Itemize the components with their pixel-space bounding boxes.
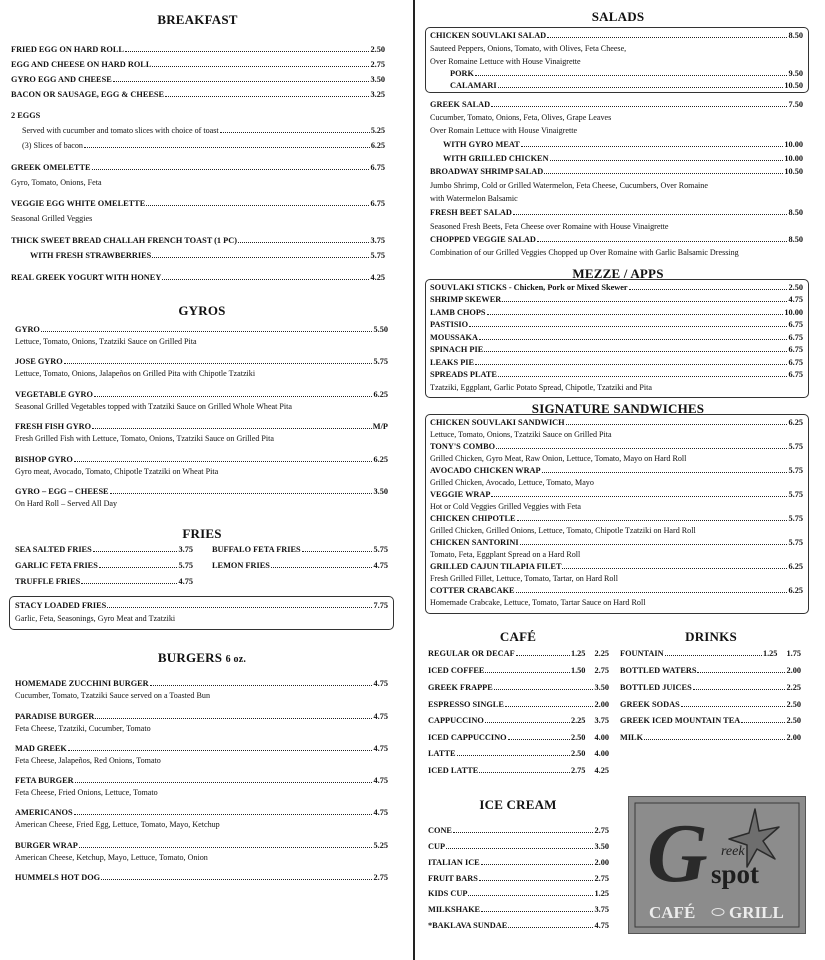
menu-item-option: CALAMARI 10.50 — [450, 81, 803, 90]
menu-item: ESPRESSO SINGLE 2.00 — [428, 700, 609, 709]
menu-item: THICK SWEET BREAD CHALLAH FRENCH TOAST (1 PC) 3.75 — [11, 236, 385, 245]
menu-item: ITALIAN ICE 2.00 — [428, 858, 609, 867]
menu-item: SHRIMP SKEWER 4.75 — [430, 295, 803, 304]
item-description: Cucumber, Tomato, Onions, Feta, Olives, Grape Leaves — [430, 113, 612, 122]
item-description: On Hard Roll – Served All Day — [15, 499, 118, 508]
item-description: Tomato, Feta, Eggplant Spread on a Hard Roll — [430, 550, 581, 559]
item-description: American Cheese, Ketchup, Mayo, Lettuce, Tomato, Onion — [15, 853, 208, 862]
menu-item-option: WITH FRESH STRAWBERRIES 5.75 — [30, 251, 385, 260]
menu-item: GRILLED CAJUN TILAPIA FILET 6.25 — [430, 562, 803, 571]
menu-item: BURGER WRAP 5.25 — [15, 841, 388, 850]
menu-item: FRESH FISH GYRO M/P — [15, 422, 388, 431]
menu-item: SOUVLAKI STICKS - Chicken, Pork or Mixed Skewer 2.50 — [430, 283, 803, 292]
menu-item: CHICKEN SOUVLAKI SANDWICH 6.25 — [430, 418, 803, 427]
menu-item: JOSE GYRO 5.75 — [15, 357, 388, 366]
item-description: Grilled Chicken, Grilled Onions, Lettuce, Tomato, Chipotle Tzatziki on Hard Roll — [430, 526, 696, 535]
salads-title: SALADS — [591, 9, 645, 24]
item-description: Over Romaine Lettuce with House Vinaigrette — [430, 57, 581, 66]
menu-item: GYRO EGG AND CHEESE 3.50 — [11, 75, 385, 84]
menu-item: BOTTLED JUICES 2.25 — [620, 683, 801, 692]
menu-item: CHOPPED VEGGIE SALAD 8.50 — [430, 235, 803, 244]
menu-item: GYRO 5.50 — [15, 325, 388, 334]
menu-item: VEGETABLE GYRO 6.25 — [15, 390, 388, 399]
mezze-title: MEZZE / APPS — [572, 266, 664, 281]
menu-item: EGG AND CHEESE ON HARD ROLL 2.75 — [11, 60, 385, 69]
menu-item: FRESH BEET SALAD 8.50 — [430, 208, 803, 217]
breakfast-title: BREAKFAST — [157, 12, 238, 27]
menu-item: COTTER CRABCAKE 6.25 — [430, 586, 803, 595]
item-description: Feta Cheese, Jalapeños, Red Onions, Tomato — [15, 756, 161, 765]
drinks-title: DRINKS — [685, 629, 737, 644]
item-description: Seasoned Fresh Beets, Feta Cheese over Romaine with House Vinaigrette — [430, 222, 669, 231]
fries-title: FRIES — [182, 526, 222, 541]
menu-item: LEMON FRIES 4.75 — [212, 561, 388, 570]
menu-item: BOTTLED WATERS 2.00 — [620, 666, 801, 675]
menu-item: BUFFALO FETA FRIES 5.75 — [212, 545, 388, 554]
menu-item: CHICKEN SANTORINI 5.75 — [430, 538, 803, 547]
cafe-title: CAFÉ — [499, 629, 537, 644]
burgers-title: BURGERS 6 oz. — [157, 650, 247, 665]
menu-item: GREEK SODAS 2.50 — [620, 700, 801, 709]
item-description: American Cheese, Fried Egg, Lettuce, Tomato, Mayo, Ketchup — [15, 820, 220, 829]
menu-item: LEAKS PIE 6.75 — [430, 358, 803, 367]
menu-item: MILKSHAKE 3.75 — [428, 905, 609, 914]
menu-item: FRIED EGG ON HARD ROLL 2.50 — [11, 45, 385, 54]
menu-item: PARADISE BURGER 4.75 — [15, 712, 388, 721]
menu-item: CHICKEN CHIPOTLE 5.75 — [430, 514, 803, 523]
two-eggs-heading: 2 EGGS — [11, 111, 41, 120]
menu-item: GREEK OMELETTE 6.75 — [11, 163, 385, 172]
icecream-title: ICE CREAM — [479, 797, 557, 812]
logo-graphic — [629, 797, 805, 933]
menu-item: BISHOP GYRO 6.25 — [15, 455, 388, 464]
item-description: Lettuce, Tomato, Onions, Tzatziki Sauce on Grilled Pita — [430, 430, 612, 439]
menu-item: CONE 2.75 — [428, 826, 609, 835]
menu-item: STACY LOADED FRIES 7.75 — [15, 601, 388, 610]
menu-item: REAL GREEK YOGURT WITH HONEY 4.25 — [11, 273, 385, 282]
menu-item: GREEK ICED MOUNTAIN TEA 2.50 — [620, 716, 801, 725]
menu-item: BROADWAY SHRIMP SALAD 10.50 — [430, 167, 803, 176]
menu-item: VEGGIE EGG WHITE OMELETTE 6.75 — [11, 199, 385, 208]
menu-item: ICED LATTE 2.75 4.25 — [428, 766, 609, 775]
menu-item: MOUSSAKA 6.75 — [430, 333, 803, 342]
menu-item: LATTE 2.50 4.00 — [428, 749, 609, 758]
item-description: Gyro meat, Avocado, Tomato, Chipotle Tzatziki on Wheat Pita — [15, 467, 219, 476]
menu-item: TRUFFLE FRIES 4.75 — [15, 577, 193, 586]
menu-item-option: WITH GYRO MEAT 10.00 — [443, 140, 803, 149]
menu-item: ICED COFFEE 1.50 2.75 — [428, 666, 609, 675]
item-description: Feta Cheese, Tzatziki, Cucumber, Tomato — [15, 724, 151, 733]
menu-item: BACON OR SAUSAGE, EGG & CHEESE 3.25 — [11, 90, 385, 99]
item-description: Garlic, Feta, Seasonings, Gyro Meat and Tzatziki — [15, 614, 176, 623]
item-description: Over Romain Lettuce with House Vinaigrette — [430, 126, 578, 135]
item-description: Lettuce, Tomato, Onions, Tzatziki Sauce on Grilled Pita — [15, 337, 197, 346]
menu-item: HUMMELS HOT DOG 2.75 — [15, 873, 388, 882]
item-description: Grilled Chicken, Gyro Meat, Raw Onion, Lettuce, Tomato, Mayo on Hard Roll — [430, 454, 687, 463]
menu-item: SPREADS PLATE 6.75 — [430, 370, 803, 379]
item-description: Sauteed Peppers, Onions, Tomato, with Olives, Feta Cheese, — [430, 44, 627, 53]
menu-item-option: WITH GRILLED CHICKEN 10.00 — [443, 154, 803, 163]
menu-item: SPINACH PIE 6.75 — [430, 345, 803, 354]
menu-item: VEGGIE WRAP 5.75 — [430, 490, 803, 499]
item-description: Grilled Chicken, Avocado, Lettuce, Tomato, Mayo — [430, 478, 594, 487]
sandwiches-title: SIGNATURE SANDWICHES — [531, 401, 705, 416]
menu-item: HOMEMADE ZUCCHINI BURGER 4.75 — [15, 679, 388, 688]
menu-item: GARLIC FETA FRIES 5.75 — [15, 561, 193, 570]
item-description: Seasonal Grilled Veggies — [11, 214, 93, 223]
logo-cafe-word: CAFÉ — [649, 903, 696, 922]
leaf-icon — [712, 909, 724, 916]
menu-item: PASTISIO 6.75 — [430, 320, 803, 329]
item-description: Combination of our Grilled Veggies Chopped up Over Romaine with Garlic Balsamic Dressing — [430, 248, 739, 257]
gyros-title: GYROS — [178, 303, 226, 318]
item-description: Lettuce, Tomato, Onions, Jalapeños on Grilled Pita with Chipotle Tzatziki — [15, 369, 256, 378]
logo-grill-word: GRILL — [729, 903, 784, 922]
two-eggs-option: Served with cucumber and tomato slices with choice of toast 5.25 — [22, 126, 385, 135]
menu-item: GYRO – EGG – CHEESE 3.50 — [15, 487, 388, 496]
item-description: with Watermelon Balsamic — [430, 194, 518, 203]
two-eggs-option: (3) Slices of bacon 6.25 — [22, 141, 385, 150]
menu-item: FETA BURGER 4.75 — [15, 776, 388, 785]
item-description: Fresh Grilled Fish with Lettuce, Tomato, Onions, Tzatziki Sauce on Grilled Pita — [15, 434, 274, 443]
menu-item: AMERICANOS 4.75 — [15, 808, 388, 817]
item-description: Hot or Cold Veggies Grilled Veggies with Feta — [430, 502, 581, 511]
menu-item: MILK 2.00 — [620, 733, 801, 742]
item-description: Feta Cheese, Fried Onions, Lettuce, Tomato — [15, 788, 158, 797]
menu-item: CAPPUCCINO 2.25 3.75 — [428, 716, 609, 725]
menu-item: FRUIT BARS 2.75 — [428, 874, 609, 883]
logo-spot-word: spot — [711, 859, 760, 889]
menu-item-option: PORK 9.50 — [450, 69, 803, 78]
menu-item: FOUNTAIN 1.25 1.75 — [620, 649, 801, 658]
item-description: Seasonal Grilled Vegetables topped with Tzatziki Sauce on Grilled Whole Wheat Pita — [15, 402, 292, 411]
menu-item: MAD GREEK 4.75 — [15, 744, 388, 753]
menu-item: GREEK FRAPPE 3.50 — [428, 683, 609, 692]
item-description: Cucumber, Tomato, Tzatziki Sauce served on a Toasted Bun — [15, 691, 210, 700]
item-description: Homemade Crabcake, Lettuce, Tomato, Tartar Sauce on Hard Roll — [430, 598, 646, 607]
menu-item: SEA SALTED FRIES 3.75 — [15, 545, 193, 554]
menu-item: KIDS CUP 1.25 — [428, 889, 609, 898]
item-description: Jumbo Shrimp, Cold or Grilled Watermelon, Feta Cheese, Cucumbers, Over Romaine — [430, 181, 708, 190]
menu-item: *BAKLAVA SUNDAE 4.75 — [428, 921, 609, 930]
menu-item: CUP 3.50 — [428, 842, 609, 851]
menu-item: AVOCADO CHICKEN WRAP 5.75 — [430, 466, 803, 475]
item-description: Tzatziki, Eggplant, Garlic Potato Spread, Chipotle, Tzatziki and Pita — [430, 383, 652, 392]
item-description: Fresh Grilled Fillet, Lettuce, Tomato, Tartar, on Hard Roll — [430, 574, 618, 583]
greek-spot-logo — [628, 796, 806, 934]
menu-item: ICED CAPPUCCINO 2.50 4.00 — [428, 733, 609, 742]
menu-item: TONY'S COMBO 5.75 — [430, 442, 803, 451]
menu-item: CHICKEN SOUVLAKI SALAD 8.50 — [430, 31, 803, 40]
column-divider — [413, 0, 415, 960]
item-description: Gyro, Tomato, Onions, Feta — [11, 178, 102, 187]
menu-item: GREEK SALAD 7.50 — [430, 100, 803, 109]
menu-item: LAMB CHOPS 10.00 — [430, 308, 803, 317]
logo-g-letter: G — [647, 807, 708, 900]
logo-greek-word: reek — [721, 844, 745, 859]
menu-item: REGULAR OR DECAF 1.25 2.25 — [428, 649, 609, 658]
